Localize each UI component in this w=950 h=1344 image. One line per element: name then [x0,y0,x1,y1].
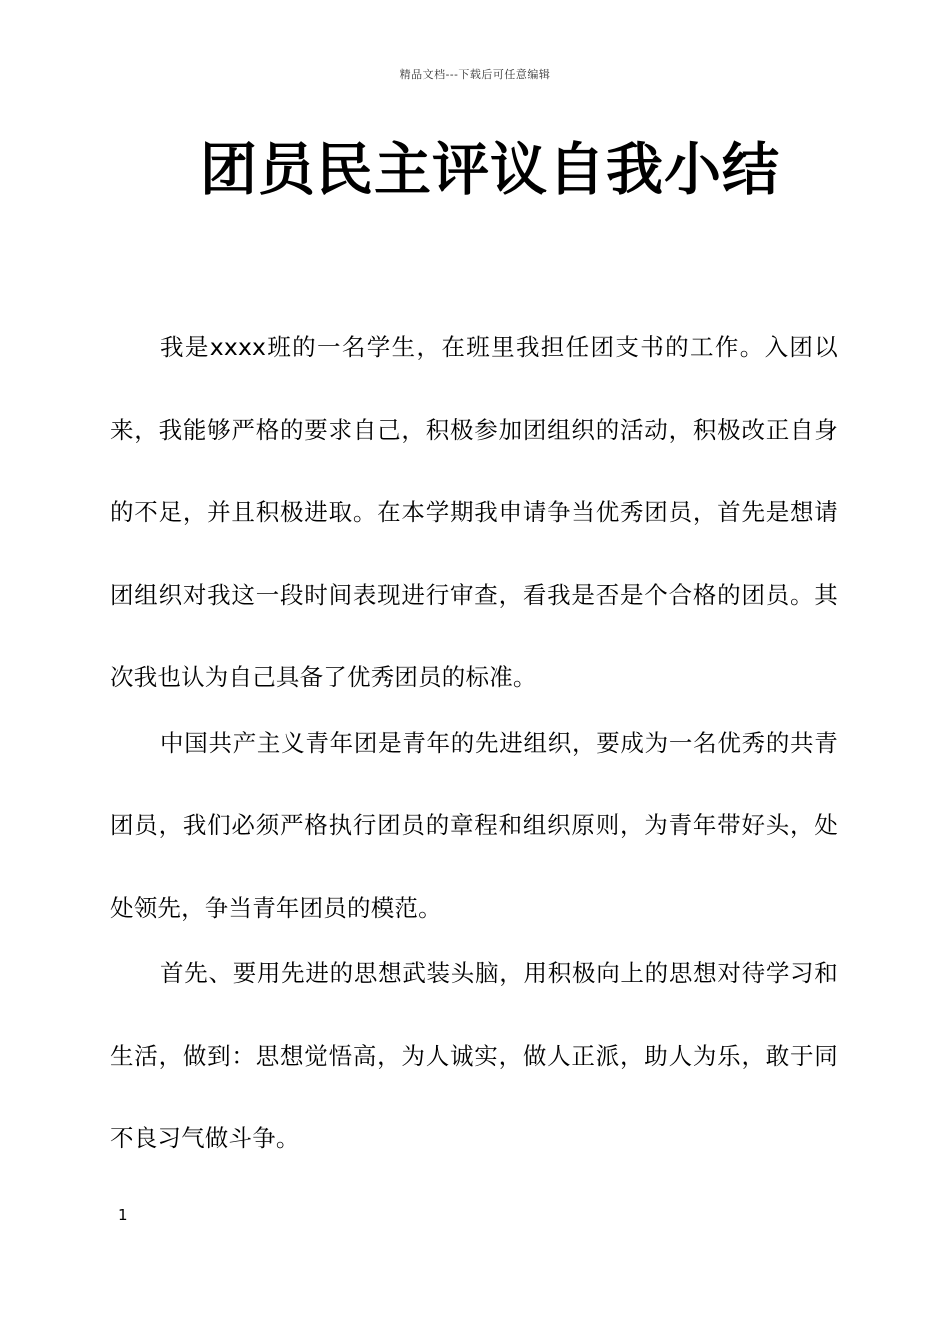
page-number: 1 [118,1206,128,1224]
paragraph-1: 我是xxxx班的一名学生，在班里我担任团支书的工作。入团以来，我能够严格的要求自己，积极参加团组织的活动，积极改正自身的不足，并且积极进取。在本学期我申请争当优秀团员，首先是想请团组织对我这一段时间表现进行审查，看我是否是个合格的团员。其次我也认为自己具备了优秀团员的标准。 [110,333,838,691]
paragraph-2: 中国共产主义青年团是青年的先进组织，要成为一名优秀的共青团员，我们必须严格执行团员的章程和组织原则，为青年带好头，处处领先，争当青年团员的模范。 [110,728,838,922]
paragraph-3: 首先、要用先进的思想武装头脑，用积极向上的思想对待学习和生活，做到：思想觉悟高，为人诚实，做人正派，助人为乐，敢于同不良习气做斗争。 [110,959,838,1152]
document-body [110,306,838,1180]
document-title: 团员民主评议自我小结 [200,137,780,203]
header-note: 精品文档---下载后可任意编辑 [399,68,551,81]
